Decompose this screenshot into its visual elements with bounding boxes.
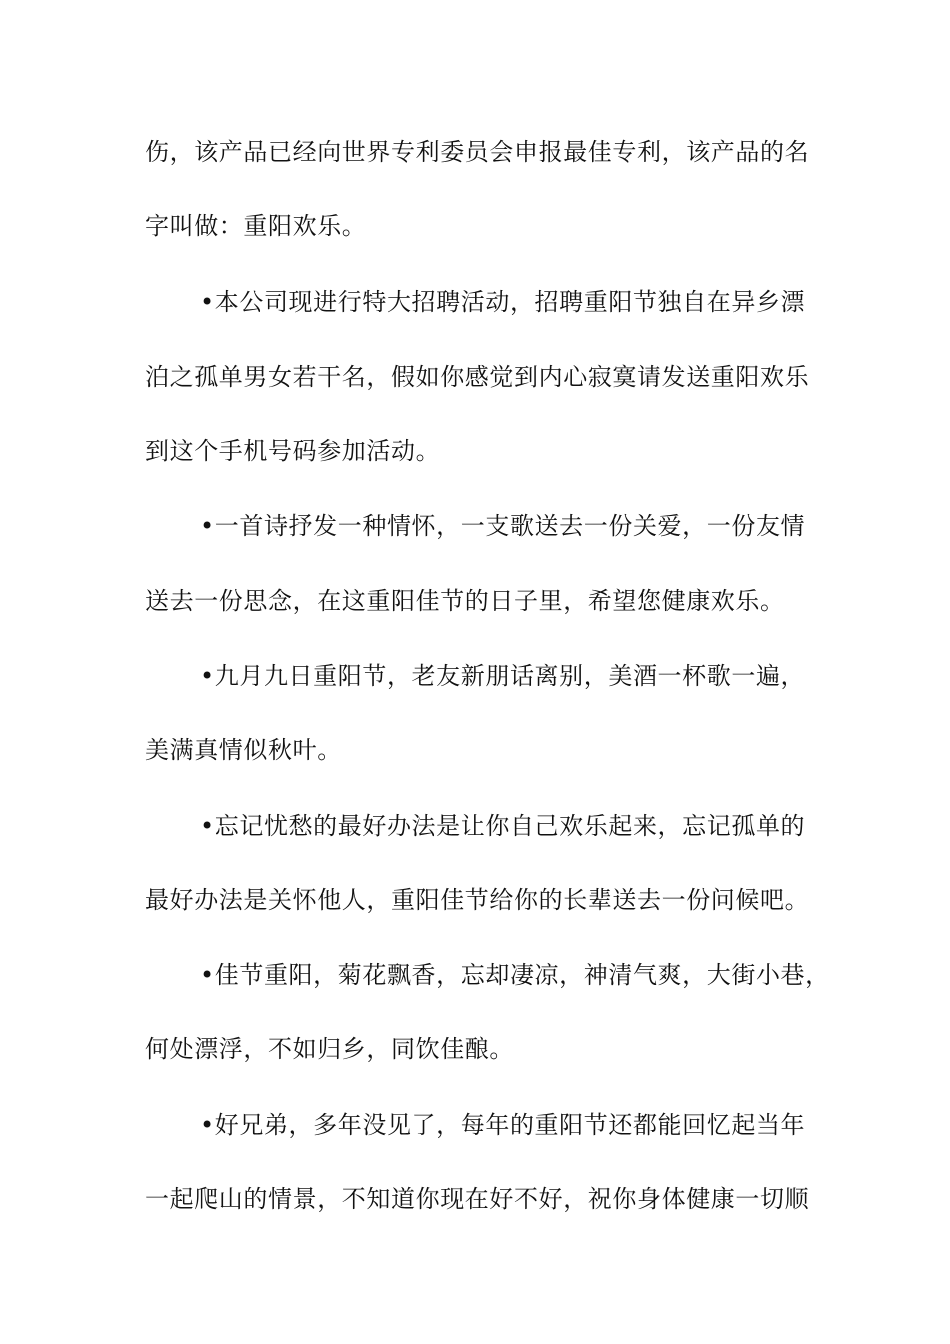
text-line: 送去一份思念，在这重阳佳节的日子里，希望您健康欢乐。: [145, 587, 785, 615]
paragraph-start-line: •本公司现进行特大招聘活动，招聘重阳节独自在异乡漂: [200, 288, 806, 316]
paragraph-start-line: •九月九日重阳节，老友新朋话离别，美酒一杯歌一遍，: [200, 662, 806, 690]
paragraph-start-line: •一首诗抒发一种情怀，一支歌送去一份关爱，一份友情: [200, 512, 806, 540]
text-line: 伤，该产品已经向世界专利委员会申报最佳专利，该产品的名: [145, 138, 810, 166]
text-line: 字叫做：重阳欢乐。: [145, 212, 367, 240]
text-line: 何处漂浮，不如归乡，同饮佳酿。: [145, 1035, 514, 1063]
paragraph-start-line: •佳节重阳，菊花飘香，忘却凄凉，神清气爽，大街小巷，: [200, 961, 830, 989]
text-line: 一起爬山的情景，不知道你现在好不好，祝你身体健康一切顺: [145, 1185, 810, 1213]
text-line: 泊之孤单男女若干名，假如你感觉到内心寂寞请发送重阳欢乐: [145, 363, 810, 391]
text-line: 最好办法是关怀他人，重阳佳节给你的长辈送去一份问候吧。: [145, 886, 810, 914]
paragraph-start-line: •好兄弟，多年没见了，每年的重阳节还都能回忆起当年: [200, 1111, 806, 1139]
paragraph-start-line: •忘记忧愁的最好办法是让你自己欢乐起来，忘记孤单的: [200, 812, 806, 840]
text-line: 到这个手机号码参加活动。: [145, 437, 441, 465]
text-line: 美满真情似秋叶。: [145, 736, 342, 764]
